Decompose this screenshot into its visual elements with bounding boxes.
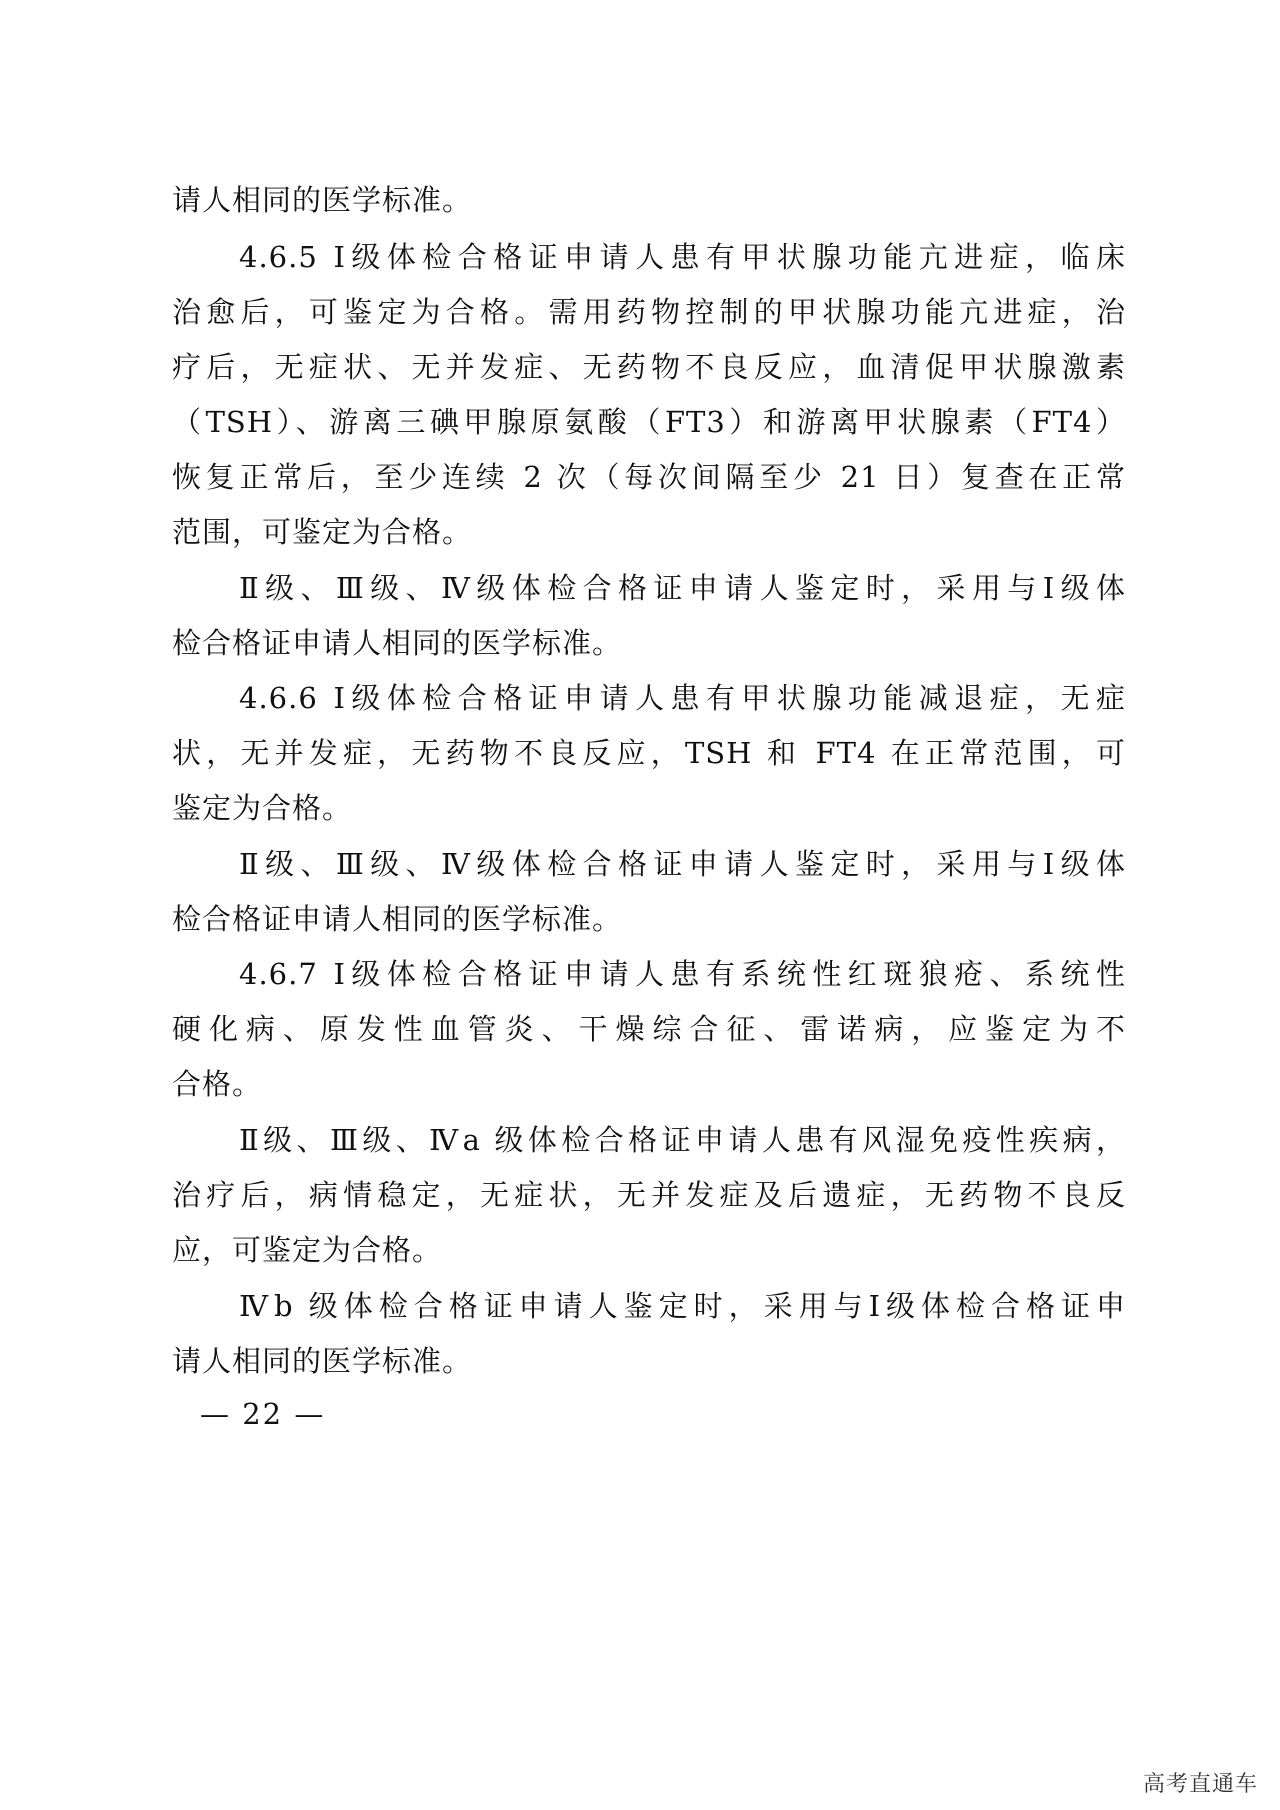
paragraph-line: （TSH）、游离三碘甲腺原氨酸（FT3）和游离甲状腺素（FT4） <box>172 405 1126 439</box>
paragraph-line: 请人相同的医学标准。 <box>172 1344 473 1378</box>
paragraph-line: Ⅱ级、Ⅲ级、Ⅳa 级体检合格证申请人患有风湿免疫性疾病， <box>239 1123 1126 1157</box>
paragraph-line: 4.6.7 Ⅰ级体检合格证申请人患有系统性红斑狼疮、系统性 <box>239 957 1126 991</box>
paragraph-line: Ⅳb 级体检合格证申请人鉴定时，采用与Ⅰ级体检合格证申 <box>239 1289 1126 1323</box>
paragraph-line: 状，无并发症，无药物不良反应，TSH 和 FT4 在正常范围，可 <box>172 736 1126 770</box>
paragraph-line: 硬化病、原发性血管炎、干燥综合征、雷诺病，应鉴定为不 <box>172 1012 1126 1046</box>
paragraph-line: Ⅱ级、Ⅲ级、Ⅳ级体检合格证申请人鉴定时，采用与Ⅰ级体 <box>239 571 1126 605</box>
paragraph-line: 检合格证申请人相同的医学标准。 <box>172 626 623 660</box>
paragraph-line: 鉴定为合格。 <box>172 791 353 825</box>
paragraph-line: 检合格证申请人相同的医学标准。 <box>172 902 623 936</box>
paragraph-line: 应，可鉴定为合格。 <box>172 1233 443 1267</box>
page-number: — 22 — <box>200 1397 326 1431</box>
paragraph-line: 请人相同的医学标准。 <box>172 183 473 217</box>
paragraph-line: 4.6.6 Ⅰ级体检合格证申请人患有甲状腺功能减退症，无症 <box>239 681 1126 715</box>
paragraph-line: 恢复正常后，至少连续 2 次（每次间隔至少 21 日）复查在正常 <box>172 460 1126 494</box>
watermark-text: 高考直通车 <box>1142 1772 1258 1797</box>
paragraph-line: 合格。 <box>172 1067 263 1101</box>
paragraph-line: 治疗后，病情稳定，无症状，无并发症及后遗症，无药物不良反 <box>172 1178 1126 1212</box>
paragraph-line: 治愈后，可鉴定为合格。需用药物控制的甲状腺功能亢进症，治 <box>172 295 1126 329</box>
paragraph-line: Ⅱ级、Ⅲ级、Ⅳ级体检合格证申请人鉴定时，采用与Ⅰ级体 <box>239 847 1126 881</box>
paragraph-line: 4.6.5 Ⅰ级体检合格证申请人患有甲状腺功能亢进症，临床 <box>239 240 1126 274</box>
paragraph-line: 范围，可鉴定为合格。 <box>172 515 473 549</box>
paragraph-line: 疗后，无症状、无并发症、无药物不良反应，血清促甲状腺激素 <box>172 350 1126 384</box>
